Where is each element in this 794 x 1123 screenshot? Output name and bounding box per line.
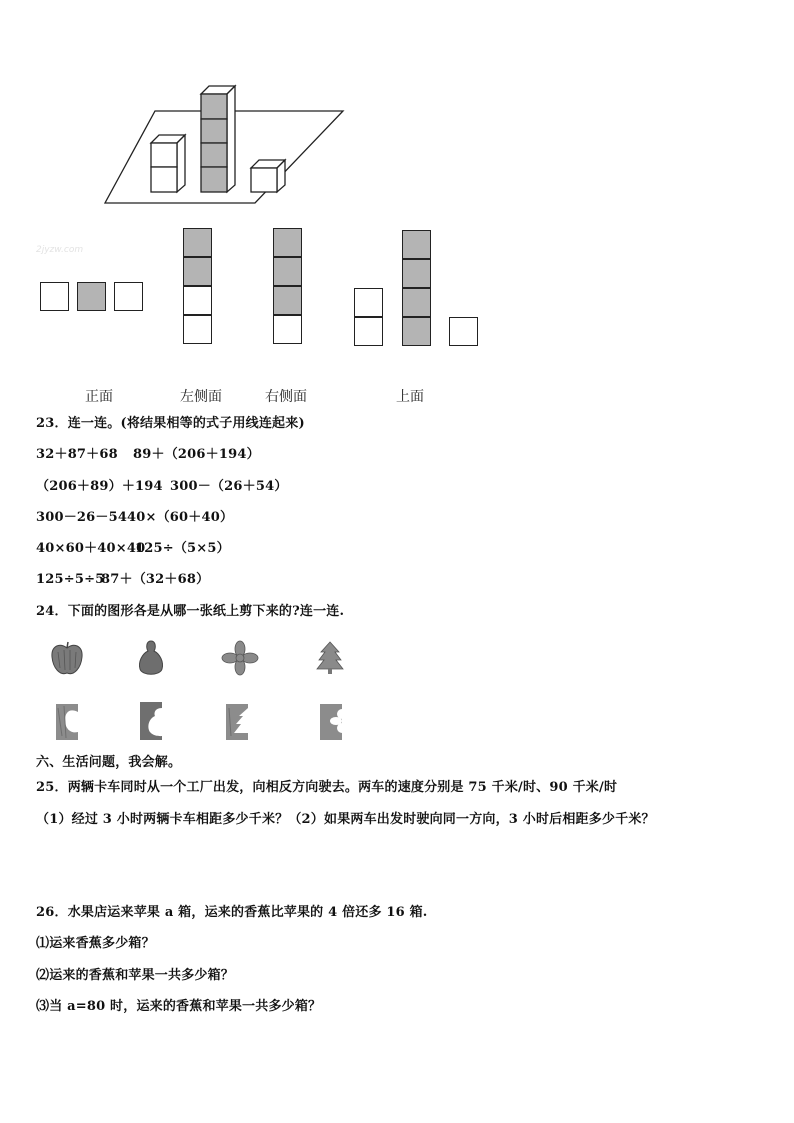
paper-tree-cutout bbox=[222, 702, 252, 742]
q23-left-expr: 32＋87＋68 bbox=[36, 447, 118, 462]
q23-right-expr: 89＋（206＋194） bbox=[133, 447, 260, 462]
paper-flower-cutout bbox=[316, 702, 346, 742]
q25-subquestions: （1）经过 3 小时两辆卡车相距多少千米？（2）如果两车出发时驶向同一方向，3 小时后相距多少千米？ bbox=[36, 812, 655, 827]
q23-left-expr: （206＋89）＋194 bbox=[36, 479, 163, 494]
q26-title: 26．水果店运来苹果 a 箱，运来的香蕉比苹果的 4 倍还多 16 箱. bbox=[36, 905, 428, 920]
paper-gourd-cutout bbox=[136, 700, 166, 742]
left-view-label: 左侧面 bbox=[180, 389, 222, 405]
tree-shape bbox=[314, 640, 346, 676]
q23-left-expr: 40×60＋40×40 bbox=[36, 541, 146, 556]
right-view-label: 右侧面 bbox=[265, 389, 307, 405]
q26-sub2: ⑵运来的香蕉和苹果一共多少箱？ bbox=[36, 968, 235, 983]
cube-stack-tall bbox=[201, 86, 235, 192]
q23-right-expr: 87＋（32＋68） bbox=[101, 572, 210, 587]
q23-left-expr: 125÷5÷5 bbox=[36, 572, 105, 587]
q23-right-expr: 125÷（5×5） bbox=[135, 541, 230, 556]
cube-stack-left bbox=[151, 135, 185, 192]
q23-right-expr: 300－（26＋54） bbox=[170, 479, 288, 494]
top-view-label: 上面 bbox=[396, 389, 424, 405]
q23-title: 23．连一连。(将结果相等的式子用线连起来) bbox=[36, 416, 305, 431]
q23-left-expr: 300－26－54 bbox=[36, 510, 128, 525]
q26-sub1: ⑴运来香蕉多少箱？ bbox=[36, 936, 155, 951]
watermark: 2jyzw.com bbox=[36, 245, 84, 255]
cube-single-right bbox=[251, 160, 285, 192]
q24-title: 24．下面的图形各是从哪一张纸上剪下来的?连一连. bbox=[36, 604, 345, 619]
flower-shape bbox=[220, 640, 260, 676]
cube-arrangement-figure bbox=[95, 80, 355, 210]
q23-right-expr: 40×（60＋40） bbox=[127, 510, 234, 525]
q25-text: 25．两辆卡车同时从一个工厂出发，向相反方向驶去。两车的速度分别是 75 千米/时、90 千米/时 bbox=[36, 780, 618, 795]
gourd-shape bbox=[134, 638, 168, 678]
front-view-label: 正面 bbox=[85, 389, 113, 405]
apple-shape bbox=[48, 640, 86, 678]
q26-sub3: ⑶当 a=80 时，运来的香蕉和苹果一共多少箱？ bbox=[36, 999, 322, 1014]
section-6-title: 六、生活问题，我会解。 bbox=[36, 755, 182, 770]
paper-apple-cutout bbox=[52, 702, 82, 742]
